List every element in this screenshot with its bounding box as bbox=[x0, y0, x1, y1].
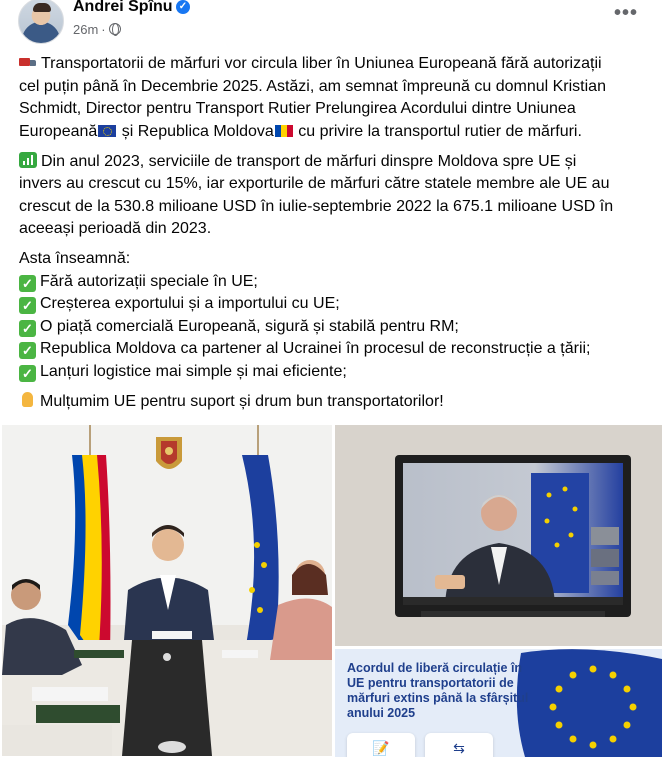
list-item bbox=[19, 316, 649, 339]
list-item bbox=[19, 361, 649, 384]
list-item-text: O piață comercială Europeană, sigură și stabilă pentru RM; bbox=[40, 317, 459, 335]
exchange-arrows-icon: ⇆ bbox=[425, 733, 493, 757]
author-avatar[interactable] bbox=[18, 0, 64, 44]
check-mark-icon: ✓ bbox=[19, 297, 36, 314]
globe-icon[interactable] bbox=[109, 23, 121, 35]
paragraph-list bbox=[19, 248, 649, 383]
text-line: Europeană bbox=[19, 122, 98, 140]
document-check-icon: 📝 bbox=[347, 733, 415, 757]
paragraph-intro bbox=[19, 53, 649, 143]
text-line: Din anul 2023, serviciile de transport de mărfuri dinspre Moldova spre UE și bbox=[41, 152, 577, 170]
photo-signing-meeting[interactable] bbox=[2, 425, 332, 756]
text-line: invers au crescut cu 15%, iar exporturile de mărfuri către statele membre ale UE au bbox=[19, 175, 610, 192]
check-mark-icon: ✓ bbox=[19, 320, 36, 337]
verified-badge-icon: ✓ bbox=[176, 0, 190, 14]
text-line: Transportatorii de mărfuri vor circula liber în Uniunea Europeană fără autorizații bbox=[41, 55, 602, 72]
list-item bbox=[19, 338, 649, 361]
post-meta: 26m · bbox=[73, 22, 121, 37]
check-mark-icon: ✓ bbox=[19, 365, 36, 382]
photo-signing-meeting-image bbox=[2, 425, 332, 756]
list-item bbox=[19, 293, 649, 316]
list-heading: Asta înseamnă: bbox=[19, 250, 131, 267]
post-header bbox=[0, 0, 662, 44]
list-item bbox=[19, 271, 649, 294]
photo-video-call-image bbox=[335, 425, 662, 646]
text-line: aceeași perioadă din 2023. bbox=[19, 220, 212, 237]
more-options-button[interactable]: ••• bbox=[614, 2, 639, 24]
photo-video-call[interactable] bbox=[335, 425, 662, 646]
photo-grid bbox=[0, 424, 662, 757]
bar-chart-icon bbox=[19, 152, 37, 168]
author-name[interactable]: Andrei Spînu bbox=[73, 0, 173, 15]
moldova-flag-icon bbox=[275, 125, 293, 137]
infographic-title: Acordul de liberă circulație în UE pentru transportatorii de mărfuri extins până la sfârșitul anului 2025 bbox=[347, 661, 529, 720]
list-item-text: Fără autorizații speciale în UE; bbox=[40, 272, 258, 290]
text-line: cu privire la transportul rutier de mărfuri. bbox=[293, 122, 582, 140]
text-line: și Republica Moldova bbox=[117, 122, 274, 140]
text-line: Mulțumim UE pentru suport și drum bun transportatorilor! bbox=[40, 392, 444, 410]
list-item-text: Republica Moldova ca partener al Ucrainei în procesul de reconstrucție a țării; bbox=[40, 340, 591, 357]
text-line: crescut de la 530.8 milioane USD în iulie-septembrie 2022 la 675.1 milioane USD în bbox=[19, 197, 614, 215]
paragraph-thanks bbox=[19, 391, 649, 414]
list-item-text: Creșterea exportului și a importului cu UE; bbox=[40, 295, 340, 312]
check-mark-icon: ✓ bbox=[19, 275, 36, 292]
praying-hands-icon bbox=[19, 391, 36, 408]
truck-icon bbox=[19, 56, 37, 70]
post-timestamp[interactable]: 26m bbox=[73, 22, 99, 37]
paragraph-stats bbox=[19, 151, 649, 241]
post-text bbox=[19, 53, 649, 421]
photo-infographic[interactable] bbox=[335, 649, 662, 757]
text-line: Schmidt, Director pentru Transport Rutier Prelungirea Acordului dintre Uniunea bbox=[19, 100, 576, 117]
list-item-text: Lanțuri logistice mai simple și mai eficiente; bbox=[40, 362, 347, 380]
eu-flag-icon bbox=[98, 125, 116, 137]
text-line: cel puțin până în Decembrie 2025. Astăzi, am semnat împreună cu domnul Kristian bbox=[19, 77, 606, 95]
check-mark-icon: ✓ bbox=[19, 342, 36, 359]
